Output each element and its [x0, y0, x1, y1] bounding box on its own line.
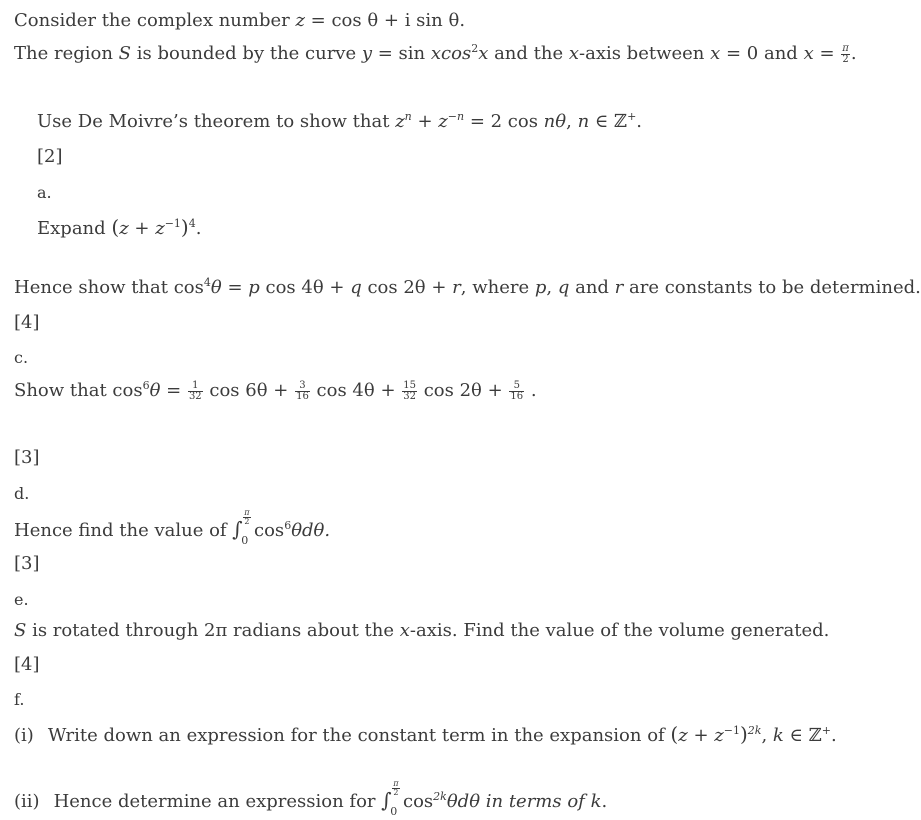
part-e-marks: [3]: [14, 553, 40, 574]
fraction: [509, 381, 524, 402]
integral-sign: ∫ $\frac{\pi}{2}$ 0: [232, 508, 250, 547]
var-x: x: [430, 43, 442, 64]
intro-text: Consider the complex number: [14, 10, 296, 31]
math-text: cos 4θ +: [259, 277, 351, 298]
var-r: r: [614, 277, 624, 298]
math-text: cos: [248, 520, 285, 541]
part-e-label: d.: [14, 484, 30, 503]
intro-text: = sin: [372, 43, 431, 64]
question-text: and: [569, 277, 615, 298]
math-text: cos 2θ +: [417, 380, 509, 401]
math-text: cos 2θ +: [361, 277, 453, 298]
intro-text: -axis between: [579, 43, 711, 64]
question-text: -axis. Find the value of the volume generated.: [409, 620, 830, 641]
integral-lower: 0: [241, 534, 249, 547]
exponent: 2k: [747, 724, 762, 737]
op: =: [160, 380, 187, 401]
intro-text: is bounded by the curve: [131, 43, 362, 64]
op: +: [128, 218, 156, 239]
frac-num: π: [393, 779, 399, 788]
intro-line-1: [14, 10, 465, 32]
math-text: ∈ ℤ: [589, 111, 628, 132]
part-d-label: c.: [14, 348, 29, 367]
question-text: ,: [761, 725, 773, 746]
var-x: x: [478, 43, 489, 64]
part-g-label: f.: [14, 690, 25, 709]
frac-den: 16: [510, 390, 524, 402]
frac-num: π: [842, 42, 849, 54]
sub-label: (i): [14, 725, 34, 746]
op: +: [411, 111, 439, 132]
frac-den: 2: [842, 53, 849, 65]
exponent: 4: [188, 217, 196, 230]
question-text: .: [636, 111, 643, 132]
intro-text: =: [813, 43, 841, 64]
frac-num: 5: [509, 381, 524, 392]
part-d-question: [14, 380, 537, 402]
integral-lower: 0: [390, 805, 398, 818]
part-g-ii-question: [14, 779, 608, 818]
intro-text: .: [850, 43, 857, 64]
var-y: y: [361, 43, 373, 64]
fraction-pi-over-2: [841, 44, 850, 65]
fraction: [402, 381, 417, 402]
question-text: Hence show that cos: [14, 277, 204, 298]
var-x: x: [399, 620, 410, 641]
close-paren: ): [180, 215, 189, 239]
question-text: , where: [460, 277, 535, 298]
question-text: ,: [546, 277, 558, 298]
part-d-marks: [3]: [14, 447, 40, 468]
part-a-question: [37, 111, 642, 133]
frac-num: 3: [295, 381, 310, 392]
var-k: k: [772, 725, 784, 746]
exponent: 2: [471, 42, 479, 55]
frac-den: 2: [393, 788, 399, 797]
var-k: k: [590, 791, 602, 812]
integral-sign: ∫ $\frac{\pi}{2}$ 0: [381, 779, 399, 818]
math-text: nθ: [543, 111, 567, 132]
part-b-label: a.: [37, 183, 52, 202]
part-f-question: [14, 620, 829, 642]
part-f-marks: [4]: [14, 654, 40, 675]
var-S: S: [118, 43, 132, 64]
var-z: z: [395, 111, 405, 132]
theta: θ: [210, 277, 222, 298]
math-text: θdθ in terms of: [446, 791, 591, 812]
var-z: z: [155, 218, 165, 239]
cos-text: cos: [441, 43, 472, 64]
question-text: Expand: [37, 218, 112, 239]
frac-num: 15: [403, 379, 416, 391]
intro-line-2: [14, 43, 857, 65]
question-text: Hence determine an expression for: [53, 791, 382, 812]
intro-text: = 0 and: [720, 43, 804, 64]
var-x: x: [568, 43, 579, 64]
exponent: −1: [164, 217, 181, 230]
math-text: cos 4θ +: [310, 380, 402, 401]
var-p: p: [534, 277, 547, 298]
part-e-question: [14, 508, 331, 547]
question-text: .: [830, 725, 837, 746]
frac-den: 32: [188, 390, 202, 402]
math-text: ∈ ℤ: [783, 725, 822, 746]
question-text: .: [525, 380, 537, 401]
question-text: Show that cos: [14, 380, 143, 401]
question-text: is rotated through 2π radians about the: [26, 620, 400, 641]
exponent: 6: [142, 379, 150, 392]
math-text: cos 6θ +: [203, 380, 295, 401]
question-text: Hence find the value of: [14, 520, 233, 541]
var-n: n: [577, 111, 590, 132]
var-z: z: [714, 725, 724, 746]
var-q: q: [350, 277, 362, 298]
question-text: .: [195, 218, 202, 239]
op: =: [221, 277, 249, 298]
part-f-label: e.: [14, 590, 29, 609]
question-text: = 2 cos: [464, 111, 544, 132]
exponent: +: [627, 110, 637, 123]
part-b-expand: [37, 216, 201, 240]
part-a-marks: [2]: [37, 146, 63, 167]
question-text: Write down an expression for the constant term in the expansion of: [47, 725, 671, 746]
question-text: are constants to be determined.: [623, 277, 921, 298]
var-z: z: [295, 10, 305, 31]
fraction: [188, 381, 203, 402]
frac-num: 1: [188, 381, 203, 392]
integral-upper: [391, 780, 400, 797]
question-text: ,: [566, 111, 578, 132]
frac-num: π: [244, 508, 250, 517]
exponent: −1: [723, 724, 740, 737]
question-text: .: [601, 791, 608, 812]
fraction-pi-over-2: [392, 780, 399, 797]
exponent: 2k: [433, 790, 447, 803]
open-paren: (: [111, 215, 120, 239]
exponent: n: [404, 110, 412, 123]
part-c-marks: [4]: [14, 312, 40, 333]
question-text: Use De Moivre’s theorem to show that: [37, 111, 396, 132]
theta: θ: [149, 380, 161, 401]
math-text: cos: [397, 791, 434, 812]
intro-text: and the: [488, 43, 569, 64]
exponent: −n: [447, 110, 465, 123]
var-p: p: [248, 277, 260, 298]
frac-den: 2: [244, 517, 250, 526]
var-S: S: [14, 620, 27, 641]
var-x: x: [803, 43, 814, 64]
var-r: r: [452, 277, 461, 298]
fraction-pi-over-2: [243, 509, 250, 526]
close-paren: ): [739, 722, 748, 746]
part-c-question: [14, 277, 921, 299]
frac-den: 32: [403, 390, 416, 402]
op: +: [687, 725, 715, 746]
integral-upper: [242, 509, 251, 526]
var-q: q: [557, 277, 570, 298]
var-x: x: [710, 43, 721, 64]
var-z: z: [119, 218, 129, 239]
sub-label: (ii): [14, 791, 40, 812]
intro-text: = cos θ + i sin θ.: [304, 10, 466, 31]
exponent: +: [821, 724, 831, 737]
exponent: 6: [284, 519, 292, 532]
part-g-i-question: [14, 723, 837, 747]
fraction: [295, 381, 310, 402]
math-text: θdθ.: [291, 520, 331, 541]
open-paren: (: [670, 722, 679, 746]
frac-den: 16: [296, 390, 309, 402]
var-z: z: [438, 111, 448, 132]
var-z: z: [678, 725, 688, 746]
intro-text: The region: [14, 43, 119, 64]
exponent: 4: [203, 276, 211, 289]
